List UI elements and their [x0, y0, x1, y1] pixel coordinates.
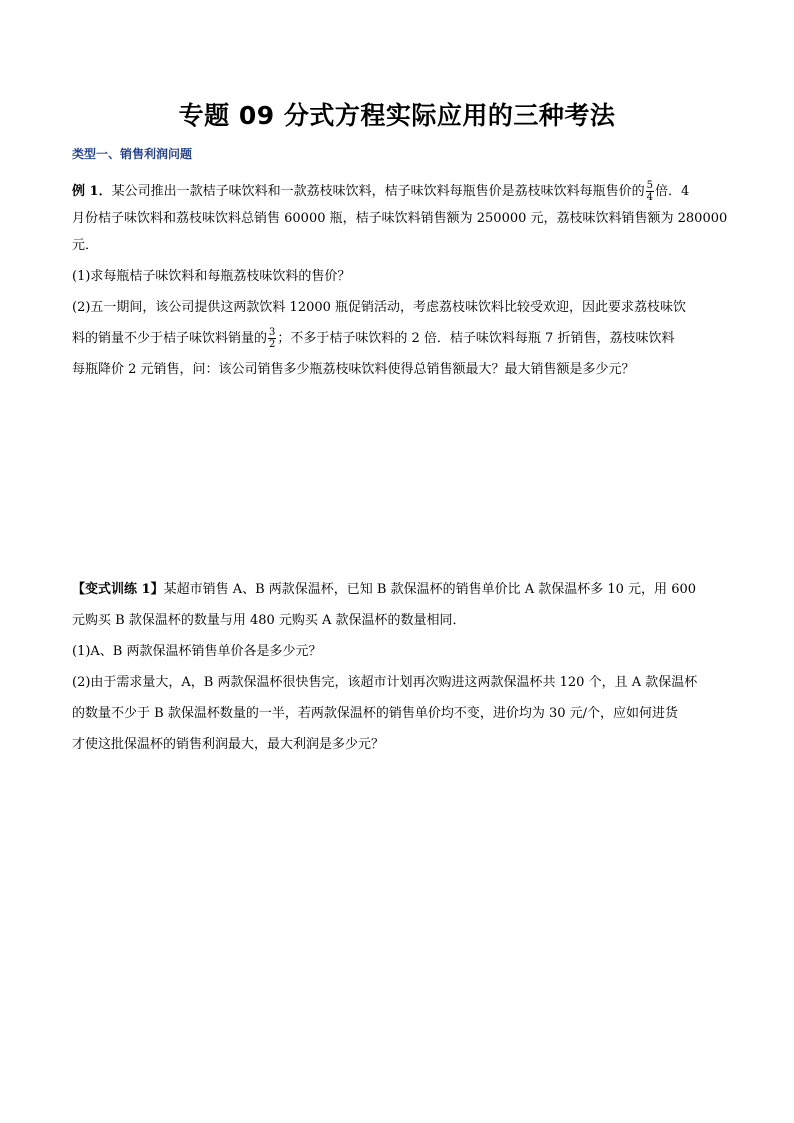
practice-1: [72, 576, 732, 758]
example-1-text-1b: 倍．4: [654, 184, 690, 199]
fraction-3-2: $\frac{3}{2}$: [269, 327, 276, 350]
practice-1-question-2-line-1: (2)由于需求量大，A，B 两款保温杯很快售完，该超市计划再次购进这两款保温杯共 120 个，且 A 款保温杯: [72, 675, 698, 690]
example-1-text-1a: 某公司推出一款桔子味饮料和一款荔枝味饮料，桔子味饮料每瓶售价是荔枝味饮料每瓶售价的: [111, 184, 645, 199]
practice-1-question-2-line-2: 的数量不少于 B 款保温杯数量的一半，若两款保温杯的销售单价均不变，进价均为 30 元/个，应如何进货: [72, 706, 679, 721]
page-title: 专题 09 分式方程实际应用的三种考法: [178, 101, 616, 130]
example-1-line-2: 月份桔子味饮料和荔枝味饮料总销售 60000 瓶，桔子味饮料销售额为 250000 元，荔枝味饮料销售额为 280000: [72, 211, 728, 226]
fraction-5-4: $\frac{5}{4}$: [646, 180, 653, 203]
example-1-line-1: [72, 178, 732, 205]
practice-1-label: 【变式训练 1】: [72, 582, 164, 597]
example-1-label: 例 1．: [72, 184, 112, 199]
example-1-question-2-line-1: (2)五一期间，该公司提供这两款饮料 12000 瓶促销活动，考虑荔枝味饮料比较受欢迎，因此要求荔枝味饮: [72, 300, 687, 315]
practice-1-line-1: 【变式训练 1】某超市销售 A、B 两款保温杯，已知 B 款保温杯的销售单价比 A 款保温杯多 10 元，用 600: [72, 582, 697, 597]
practice-1-line-2: 元购买 B 款保温杯的数量与用 480 元购买 A 款保温杯的数量相同．: [72, 613, 466, 628]
section-heading: 类型一、销售利润问题: [72, 147, 193, 161]
example-1-question-2-line-3: 每瓶降价 2 元销售，问：该公司销售多少瓶荔枝味饮料使得总销售额最大？最大销售额是多少元？: [72, 362, 635, 377]
example-1: [72, 178, 732, 383]
practice-1-question-2-line-3: 才使这批保温杯的销售利润最大，最大利润是多少元？: [72, 737, 385, 752]
example-1-question-1: (1)求每瓶桔子味饮料和每瓶荔枝味饮料的售价？: [72, 269, 351, 284]
example-1-line-3: 元．: [72, 238, 99, 253]
example-1-question-2-line-2: 料的销量不少于桔子味饮料销量的 $\frac{3}{2}$ ；不多于桔子味饮料的 2 倍．桔子味饮料每瓶 7 折销售，荔枝味饮料: [72, 327, 675, 350]
practice-1-question-1: (1)A、B 两款保温杯销售单价各是多少元？: [72, 644, 322, 659]
